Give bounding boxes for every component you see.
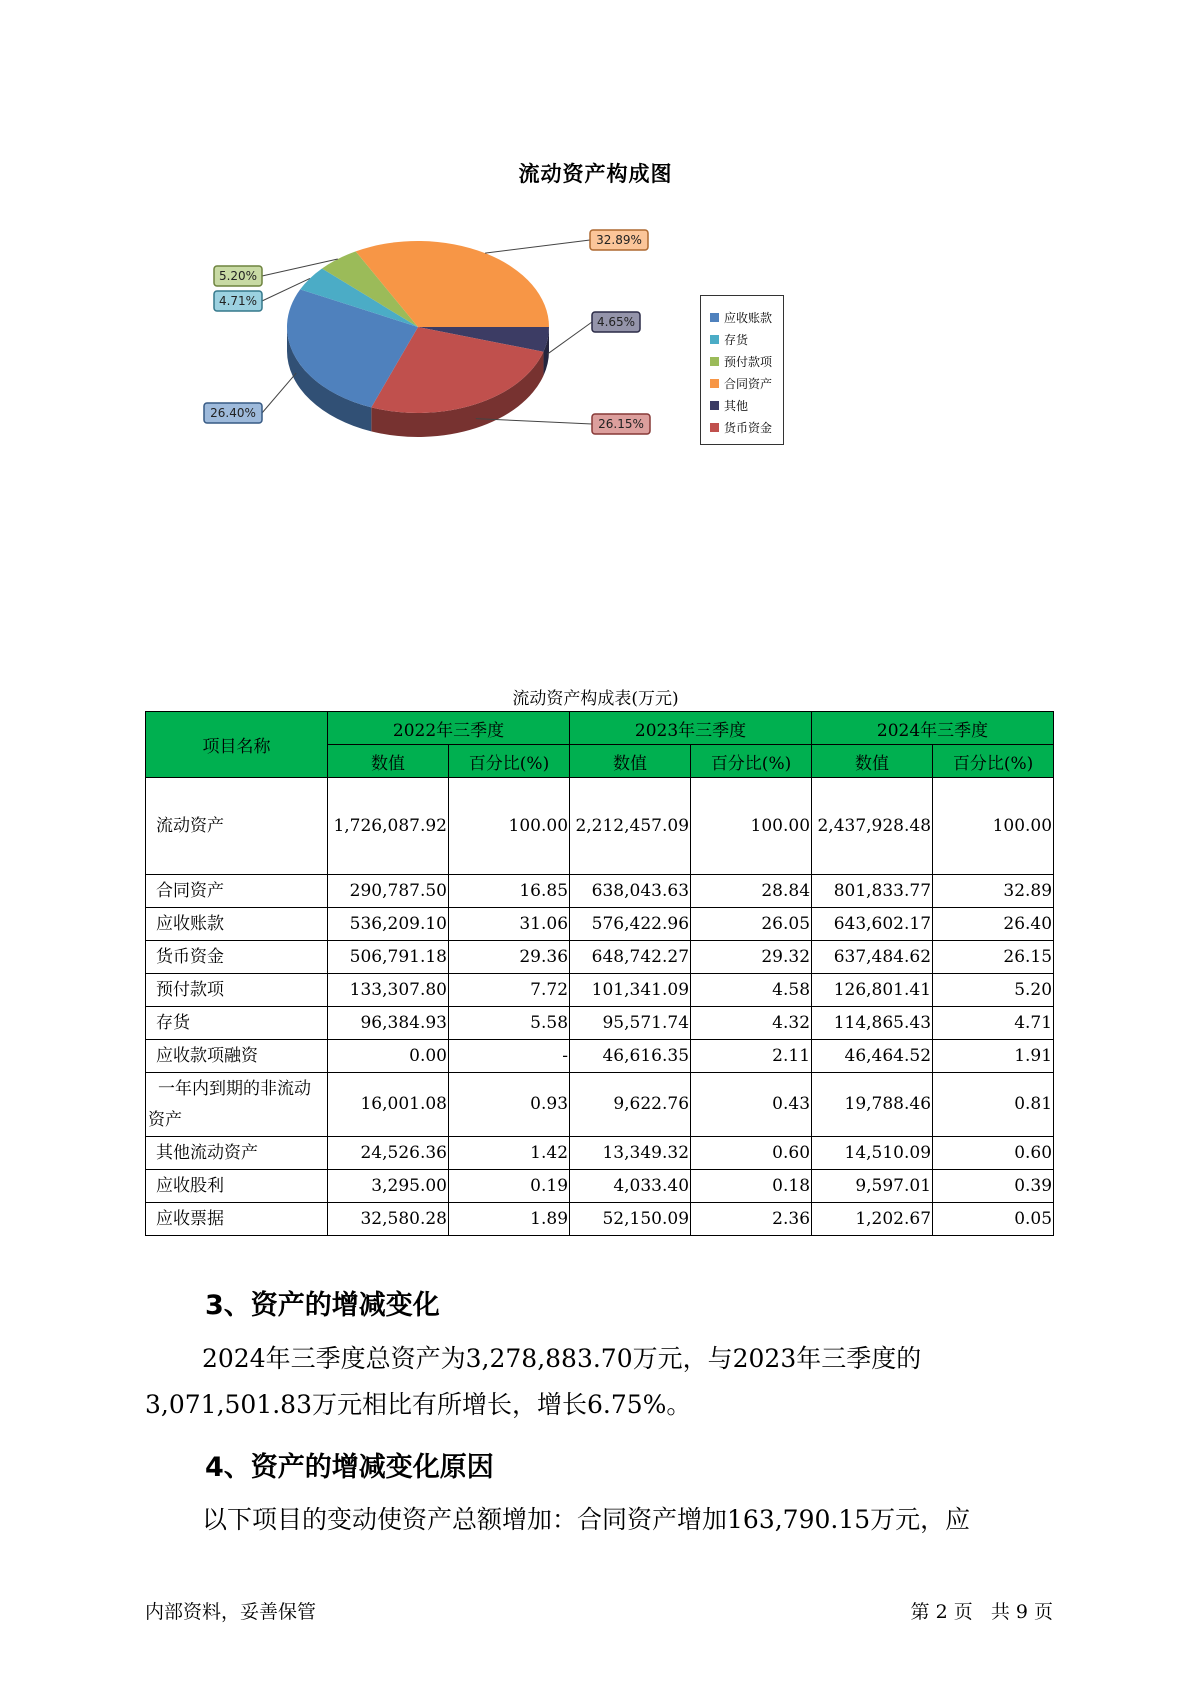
legend-label: 应收账款 bbox=[724, 310, 773, 325]
cell-percent: 4.58 bbox=[691, 974, 812, 1007]
cell-value: 637,484.62 bbox=[812, 941, 933, 974]
table-row bbox=[146, 1137, 1054, 1170]
row-name: 其他流动资产 bbox=[146, 1137, 328, 1170]
pie-data-label: 5.20% bbox=[218, 269, 258, 283]
legend-swatch bbox=[710, 401, 719, 410]
cell-value: 648,742.27 bbox=[570, 941, 691, 974]
legend-item bbox=[710, 394, 783, 416]
pie-data-label: 4.65% bbox=[596, 315, 636, 329]
cell-percent: 100.00 bbox=[691, 778, 812, 875]
cell-percent: 4.32 bbox=[691, 1007, 812, 1040]
cell-value: 1,202.67 bbox=[812, 1203, 933, 1236]
cell-value: 576,422.96 bbox=[570, 908, 691, 941]
cell-value: 0.00 bbox=[328, 1040, 449, 1073]
cell-percent: 4.71 bbox=[933, 1007, 1054, 1040]
cell-value: 126,801.41 bbox=[812, 974, 933, 1007]
col-header-period: 2024年三季度 bbox=[812, 712, 1054, 745]
col-header-value: 数值 bbox=[570, 745, 691, 778]
cell-percent: 29.36 bbox=[449, 941, 570, 974]
cell-percent: 28.84 bbox=[691, 875, 812, 908]
cell-percent: 1.91 bbox=[933, 1040, 1054, 1073]
pie-data-label: 4.71% bbox=[218, 294, 258, 308]
cell-percent: 0.05 bbox=[933, 1203, 1054, 1236]
cell-value: 290,787.50 bbox=[328, 875, 449, 908]
cell-percent: 2.36 bbox=[691, 1203, 812, 1236]
table-row bbox=[146, 908, 1054, 941]
footer-confidential: 内部资料，妥善保管 bbox=[145, 1601, 317, 1623]
cell-percent: 26.05 bbox=[691, 908, 812, 941]
cell-value: 46,616.35 bbox=[570, 1040, 691, 1073]
legend-item bbox=[710, 416, 783, 438]
section-3-heading: 3、资产的增减变化 bbox=[205, 1290, 440, 1321]
cell-percent: - bbox=[449, 1040, 570, 1073]
legend-item bbox=[710, 306, 783, 328]
pie-data-label: 26.40% bbox=[210, 406, 256, 420]
cell-percent: 0.18 bbox=[691, 1170, 812, 1203]
cell-value: 95,571.74 bbox=[570, 1007, 691, 1040]
cell-value: 9,622.76 bbox=[570, 1073, 691, 1137]
pie-data-label: 32.89% bbox=[596, 233, 642, 247]
cell-percent: 0.81 bbox=[933, 1073, 1054, 1137]
legend-label: 预付款项 bbox=[724, 354, 773, 369]
cell-value: 32,580.28 bbox=[328, 1203, 449, 1236]
col-header-value: 数值 bbox=[812, 745, 933, 778]
cell-value: 14,510.09 bbox=[812, 1137, 933, 1170]
cell-value: 3,295.00 bbox=[328, 1170, 449, 1203]
cell-value: 4,033.40 bbox=[570, 1170, 691, 1203]
pie-chart bbox=[0, 0, 1191, 500]
chart-title: 流动资产构成图 bbox=[518, 162, 673, 186]
cell-value: 506,791.18 bbox=[328, 941, 449, 974]
cell-percent: 2.11 bbox=[691, 1040, 812, 1073]
col-header-pct: 百分比(%) bbox=[933, 745, 1054, 778]
row-name: 流动资产 bbox=[146, 778, 328, 875]
cell-value: 19,788.46 bbox=[812, 1073, 933, 1137]
col-header-name: 项目名称 bbox=[146, 712, 328, 778]
cell-percent: 16.85 bbox=[449, 875, 570, 908]
cell-value: 638,043.63 bbox=[570, 875, 691, 908]
pie-leader-line bbox=[548, 322, 592, 354]
table-row bbox=[146, 941, 1054, 974]
cell-value: 24,526.36 bbox=[328, 1137, 449, 1170]
section-4-text: 以下项目的变动使资产总额增加：合同资产增加163,790.15万元，应 bbox=[202, 1505, 971, 1534]
cell-percent: 26.15 bbox=[933, 941, 1054, 974]
legend-label: 货币资金 bbox=[724, 420, 773, 435]
cell-percent: 100.00 bbox=[449, 778, 570, 875]
cell-percent: 1.89 bbox=[449, 1203, 570, 1236]
legend-label: 其他 bbox=[724, 398, 749, 413]
legend-swatch bbox=[710, 379, 719, 388]
table-row bbox=[146, 1040, 1054, 1073]
row-name: 合同资产 bbox=[146, 875, 328, 908]
row-name: 货币资金 bbox=[146, 941, 328, 974]
table-caption: 流动资产构成表(万元) bbox=[512, 689, 679, 709]
cell-value: 114,865.43 bbox=[812, 1007, 933, 1040]
cell-value: 801,833.77 bbox=[812, 875, 933, 908]
cell-value: 13,349.32 bbox=[570, 1137, 691, 1170]
legend-item bbox=[710, 350, 783, 372]
pie-leader-line bbox=[262, 373, 296, 413]
row-name: 预付款项 bbox=[146, 974, 328, 1007]
cell-percent: 100.00 bbox=[933, 778, 1054, 875]
legend-label: 存货 bbox=[724, 332, 749, 347]
row-name: 应收账款 bbox=[146, 908, 328, 941]
cell-value: 96,384.93 bbox=[328, 1007, 449, 1040]
col-header-period: 2023年三季度 bbox=[570, 712, 812, 745]
legend-swatch bbox=[710, 423, 719, 432]
section-4-heading: 4、资产的增减变化原因 bbox=[205, 1452, 494, 1483]
table-row bbox=[146, 1007, 1054, 1040]
chart-legend bbox=[700, 295, 784, 445]
cell-value: 9,597.01 bbox=[812, 1170, 933, 1203]
section-3-text: 2024年三季度总资产为3,278,883.70万元，与2023年三季度的3,071,501.83万元相比有所增长，增长6.75%。 bbox=[145, 1344, 922, 1419]
cell-value: 2,212,457.09 bbox=[570, 778, 691, 875]
row-name: 应收票据 bbox=[146, 1203, 328, 1236]
cell-percent: 0.19 bbox=[449, 1170, 570, 1203]
cell-value: 16,001.08 bbox=[328, 1073, 449, 1137]
col-header-period: 2022年三季度 bbox=[328, 712, 570, 745]
current-assets-table bbox=[145, 711, 1054, 1236]
pie-data-label: 26.15% bbox=[598, 417, 644, 431]
legend-item bbox=[710, 328, 783, 350]
cell-percent: 0.93 bbox=[449, 1073, 570, 1137]
cell-percent: 5.58 bbox=[449, 1007, 570, 1040]
cell-percent: 29.32 bbox=[691, 941, 812, 974]
row-name: 应收股利 bbox=[146, 1170, 328, 1203]
cell-percent: 0.39 bbox=[933, 1170, 1054, 1203]
cell-percent: 0.60 bbox=[691, 1137, 812, 1170]
cell-value: 101,341.09 bbox=[570, 974, 691, 1007]
cell-value: 1,726,087.92 bbox=[328, 778, 449, 875]
table-row bbox=[146, 875, 1054, 908]
cell-percent: 1.42 bbox=[449, 1137, 570, 1170]
cell-percent: 0.43 bbox=[691, 1073, 812, 1137]
cell-value: 46,464.52 bbox=[812, 1040, 933, 1073]
row-name: 一年内到期的非流动资产 bbox=[146, 1073, 328, 1137]
legend-item bbox=[710, 372, 783, 394]
legend-label: 合同资产 bbox=[724, 376, 773, 391]
legend-swatch bbox=[710, 357, 719, 366]
row-name: 应收款项融资 bbox=[146, 1040, 328, 1073]
table-row bbox=[146, 1203, 1054, 1236]
cell-value: 2,437,928.48 bbox=[812, 778, 933, 875]
cell-percent: 0.60 bbox=[933, 1137, 1054, 1170]
cell-value: 133,307.80 bbox=[328, 974, 449, 1007]
table-row bbox=[146, 1170, 1054, 1203]
legend-swatch bbox=[710, 313, 719, 322]
row-name: 存货 bbox=[146, 1007, 328, 1040]
cell-percent: 31.06 bbox=[449, 908, 570, 941]
cell-value: 536,209.10 bbox=[328, 908, 449, 941]
cell-percent: 5.20 bbox=[933, 974, 1054, 1007]
cell-value: 643,602.17 bbox=[812, 908, 933, 941]
table-row bbox=[146, 974, 1054, 1007]
pie-leader-line bbox=[485, 240, 590, 253]
cell-value: 52,150.09 bbox=[570, 1203, 691, 1236]
col-header-pct: 百分比(%) bbox=[691, 745, 812, 778]
cell-percent: 32.89 bbox=[933, 875, 1054, 908]
table-row bbox=[146, 778, 1054, 875]
cell-percent: 26.40 bbox=[933, 908, 1054, 941]
col-header-pct: 百分比(%) bbox=[449, 745, 570, 778]
footer-page-number: 第 2 页 共 9 页 bbox=[910, 1601, 1053, 1623]
legend-swatch bbox=[710, 335, 719, 344]
cell-percent: 7.72 bbox=[449, 974, 570, 1007]
col-header-value: 数值 bbox=[328, 745, 449, 778]
table-row bbox=[146, 1073, 1054, 1137]
